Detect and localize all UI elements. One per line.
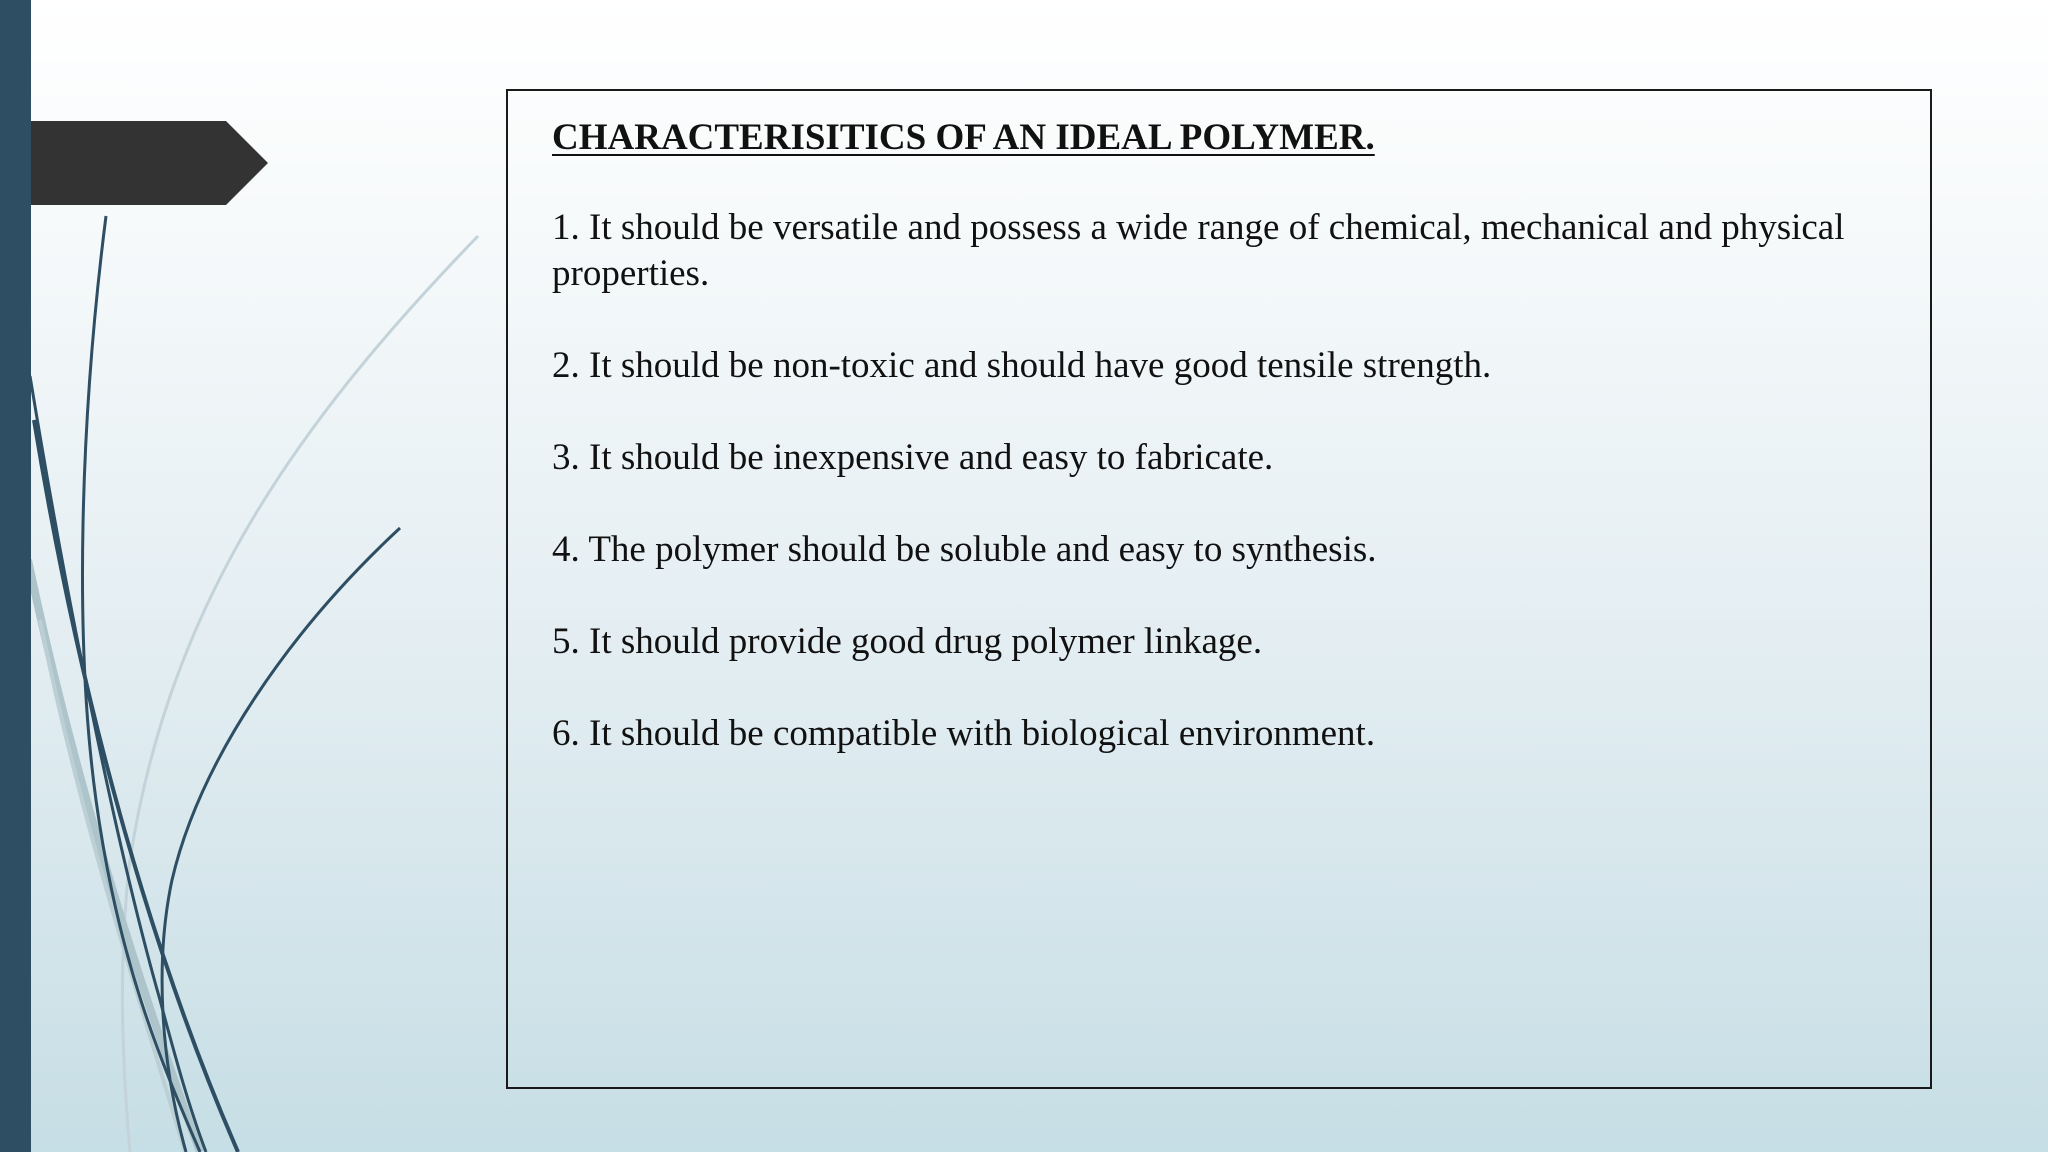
content-box (506, 89, 1932, 1089)
point-4: 4. The polymer should be soluble and easy to synthesis. (552, 529, 1377, 570)
point-3: 3. It should be inexpensive and easy to fabricate. (552, 437, 1274, 478)
point-6: 6. It should be compatible with biological environment. (552, 713, 1376, 754)
decor-curve-light-1 (122, 236, 478, 1152)
decor-curve-dark-2 (30, 376, 206, 1152)
decor-curve-dark-4 (34, 420, 238, 1152)
decor-curve-light-2 (28, 560, 200, 1152)
point-1: 1. It should be versatile and possess a wide range of chemical, mechanical and physical properties. (552, 207, 1845, 294)
slide-heading: CHARACTERISITICS OF AN IDEAL POLYMER. (552, 117, 1375, 158)
arrow-tab (0, 121, 268, 205)
point-5: 5. It should provide good drug polymer linkage. (552, 621, 1263, 662)
point-2: 2. It should be non-toxic and should have good tensile strength. (552, 345, 1492, 386)
accent-bar (0, 0, 31, 1152)
